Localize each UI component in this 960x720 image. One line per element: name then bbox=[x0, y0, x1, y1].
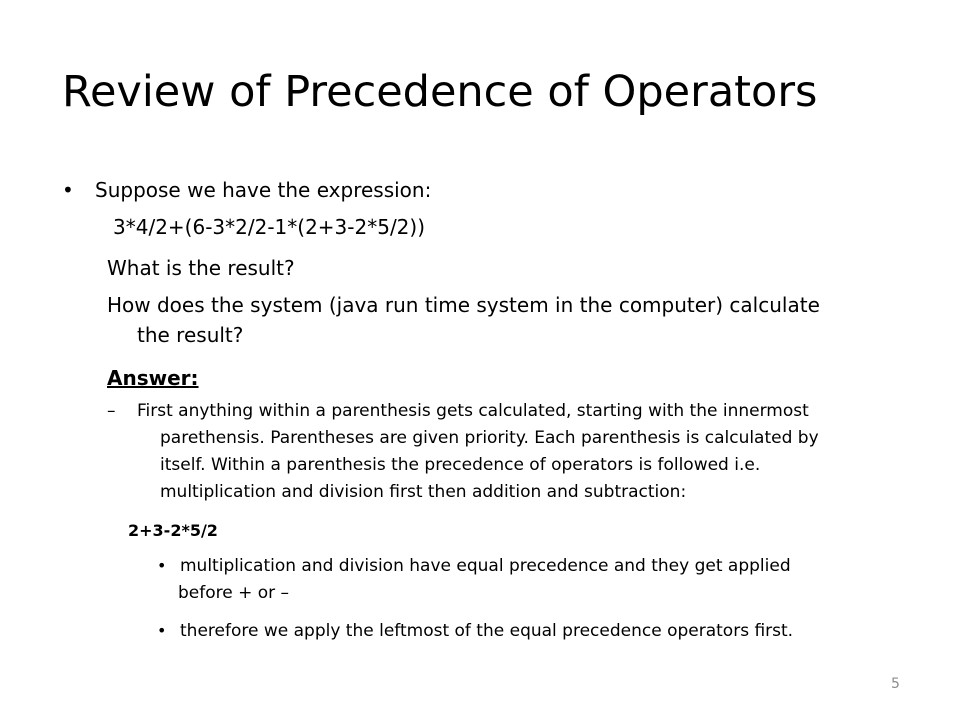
explanation-line-1: First anything within a parenthesis gets calculated, starting with the innermost bbox=[137, 401, 809, 421]
answer-label: Answer: bbox=[107, 366, 199, 390]
question-how-line-2: the result? bbox=[137, 323, 244, 347]
page-number: 5 bbox=[891, 676, 900, 692]
bullet-icon: • bbox=[157, 621, 167, 640]
intro-text: Suppose we have the expression: bbox=[95, 178, 432, 202]
question-how-line-1: How does the system (java run time system in the computer) calculate bbox=[107, 293, 820, 317]
dash-icon: – bbox=[107, 401, 116, 421]
explanation-line-4: multiplication and division first then addition and subtraction: bbox=[160, 482, 687, 502]
explanation-line-2: parethensis. Parentheses are given priority. Each parenthesis is calculated by bbox=[160, 428, 819, 448]
explanation-line-3: itself. Within a parenthesis the precedence of operators is followed i.e. bbox=[160, 455, 761, 475]
sub-bullet-1-line-2: before + or – bbox=[178, 583, 290, 603]
slide-title: Review of Precedence of Operators bbox=[62, 67, 818, 117]
sub-bullet-1-line-1: multiplication and division have equal precedence and they get applied bbox=[180, 556, 791, 576]
sub-bullet-2: therefore we apply the leftmost of the equal precedence operators first. bbox=[180, 621, 794, 641]
bullet-icon: • bbox=[62, 178, 74, 202]
sub-expression: 2+3-2*5/2 bbox=[128, 521, 218, 540]
question-result: What is the result? bbox=[107, 256, 295, 280]
bullet-icon: • bbox=[157, 556, 167, 575]
expression-text: 3*4/2+(6-3*2/2-1*(2+3-2*5/2)) bbox=[113, 215, 426, 239]
